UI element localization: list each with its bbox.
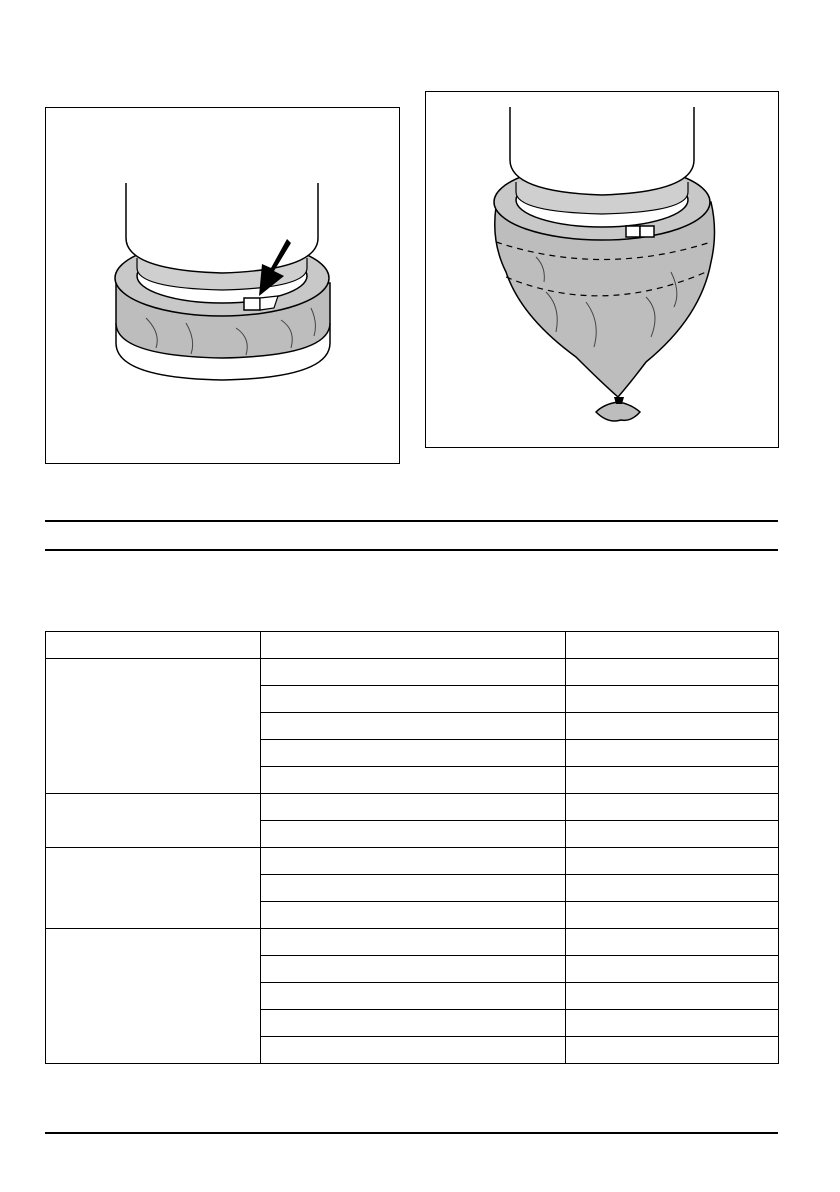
table-cell bbox=[566, 983, 779, 1010]
table-cell bbox=[566, 794, 779, 821]
table-cell bbox=[261, 767, 566, 794]
table-cell bbox=[261, 686, 566, 713]
section-rule-bottom bbox=[45, 549, 778, 551]
footer-rule bbox=[45, 1132, 778, 1134]
filter-with-bag-illustration-icon bbox=[426, 92, 778, 447]
table-row bbox=[46, 794, 779, 821]
table-cell bbox=[566, 767, 779, 794]
table-cell bbox=[566, 740, 779, 767]
section-rule-top bbox=[45, 520, 778, 522]
table-cell bbox=[566, 659, 779, 686]
table-group-label bbox=[46, 848, 261, 929]
table-cell bbox=[566, 686, 779, 713]
table-cell bbox=[566, 848, 779, 875]
table-cell bbox=[566, 902, 779, 929]
table-group-label bbox=[46, 929, 261, 1064]
table-cell bbox=[261, 659, 566, 686]
table-cell bbox=[261, 983, 566, 1010]
table-cell bbox=[566, 713, 779, 740]
table-cell bbox=[261, 713, 566, 740]
table-cell bbox=[261, 821, 566, 848]
table-cell bbox=[566, 929, 779, 956]
specification-table bbox=[45, 631, 779, 1064]
table-row bbox=[46, 929, 779, 956]
table-cell bbox=[261, 956, 566, 983]
table-header-cell bbox=[566, 632, 779, 659]
table-cell bbox=[566, 875, 779, 902]
table-cell bbox=[261, 875, 566, 902]
table-header-cell bbox=[46, 632, 261, 659]
table-cell bbox=[261, 1037, 566, 1064]
table-cell bbox=[261, 902, 566, 929]
table-cell bbox=[261, 1010, 566, 1037]
table-cell bbox=[261, 740, 566, 767]
table-cell bbox=[566, 821, 779, 848]
filter-arrow-figure bbox=[45, 107, 400, 464]
table-cell bbox=[261, 929, 566, 956]
table-cell bbox=[566, 956, 779, 983]
table-cell bbox=[261, 848, 566, 875]
filter-bag-figure bbox=[425, 91, 779, 448]
table-header-row bbox=[46, 632, 779, 659]
table-group-label bbox=[46, 659, 261, 794]
table-cell bbox=[261, 794, 566, 821]
table-row bbox=[46, 659, 779, 686]
table-group-label bbox=[46, 794, 261, 848]
table-cell bbox=[566, 1037, 779, 1064]
filter-with-arrow-illustration-icon bbox=[46, 108, 399, 463]
table-cell bbox=[566, 1010, 779, 1037]
table-row bbox=[46, 848, 779, 875]
table-header-cell bbox=[261, 632, 566, 659]
